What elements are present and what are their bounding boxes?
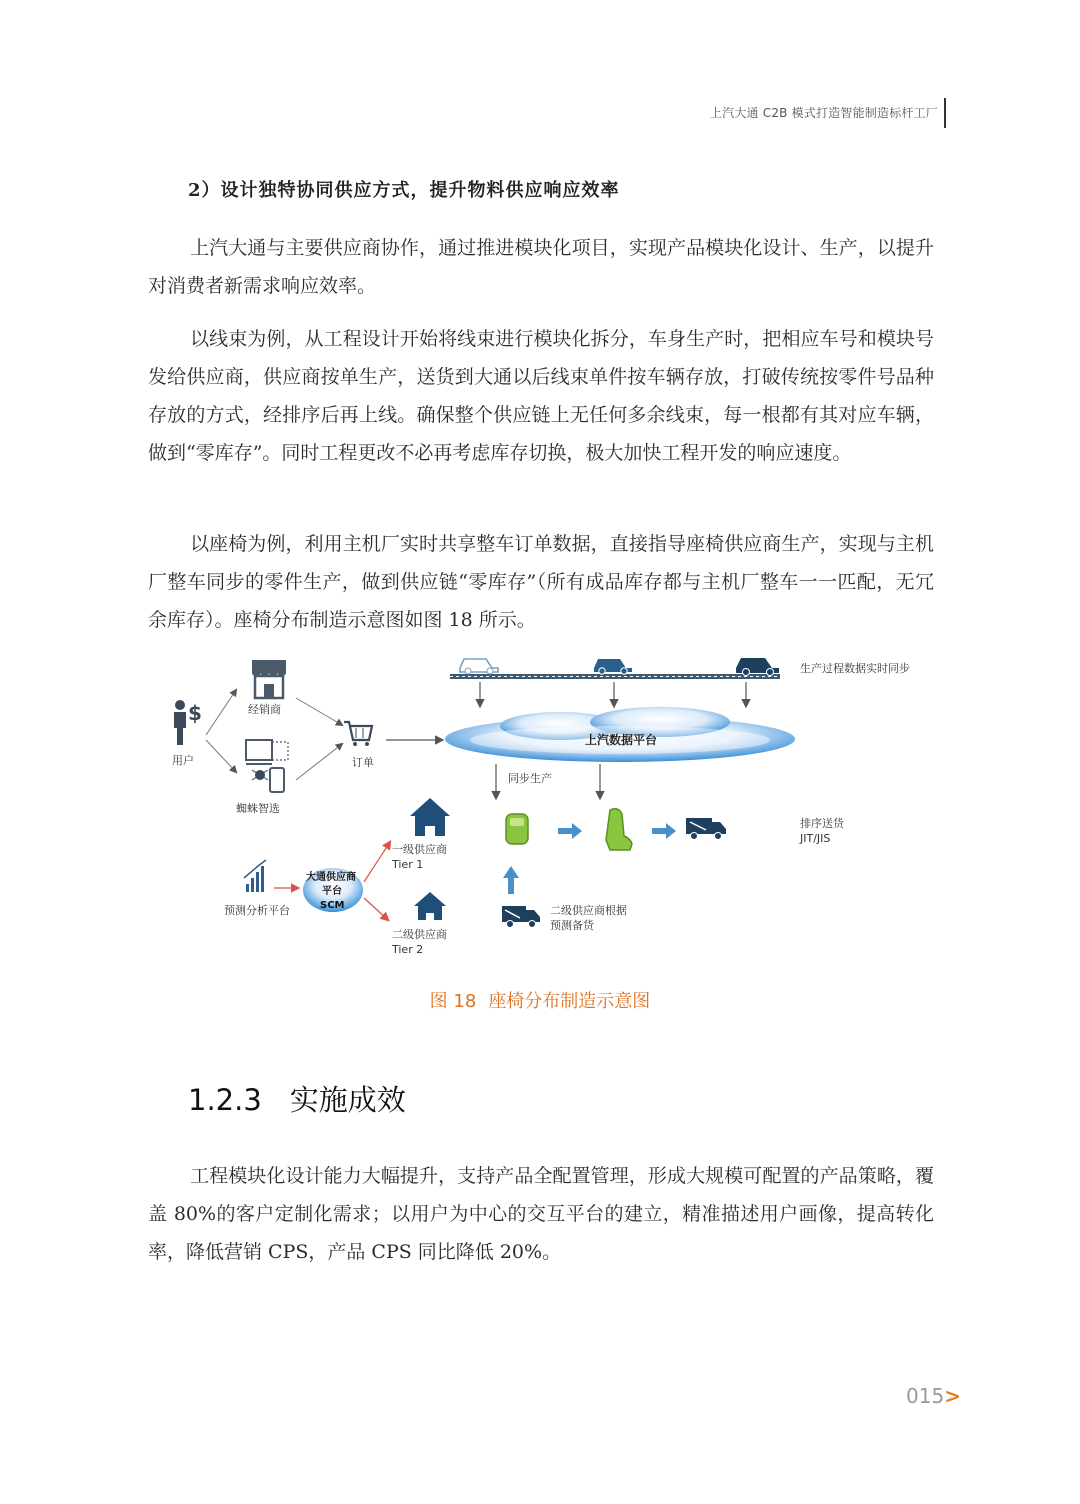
paragraph-1	[148, 229, 934, 305]
figure-caption	[0, 987, 1080, 1013]
paragraph-4-text: 工程模块化设计能力大幅提升，支持产品全配置管理，形成大规模可配置的产品策略，覆盖 80%的客户定制化需求；以用户为中心的交互平台的建立，精准描述用户画像，提高转化率，降低营销 CPS，产品 CPS 同比降低 20%。	[148, 1165, 934, 1263]
user-label: 用户	[172, 754, 194, 767]
section-title-text: 实施成效	[289, 1083, 406, 1117]
order-label: 订单	[352, 756, 374, 769]
paragraph-2-text: 以线束为例，从工程设计开始将线束进行模块化拆分，车身生产时，把相应车号和模块号发给供应商，供应商按单生产，送货到大通以后线束单件按车辆存放，打破传统按零件号品种存放的方式，经排序后再上线。确保整个供应链上无任何多余线束，每一根都有其对应车辆，做到“零库存”。同时工程更改不必再考虑库存切换，极大加快工程开发的响应速度。	[148, 328, 934, 464]
data-platform-label: 上汽数据平台	[585, 733, 658, 747]
devices-icon	[246, 740, 288, 792]
header-divider	[944, 98, 946, 128]
seat-manufacturing-diagram	[160, 640, 930, 970]
supply-truck-icon	[502, 906, 540, 928]
tier2-cn-label: 二级供应商	[392, 928, 447, 941]
flow-arrow-icon	[558, 823, 582, 839]
user-icon	[174, 700, 202, 745]
tier2-house-icon	[414, 892, 446, 920]
paragraph-3-text: 以座椅为例，利用主机厂实时共享整车订单数据，直接指导座椅供应商生产，实现与主机厂整车同步的零件生产，做到供应链“零库存”（所有成品库存都与主机厂整车一一匹配，无冗余库存）。座椅分布制造示意图如图 18 所示。	[148, 533, 934, 631]
car-half-icon	[594, 659, 632, 674]
sync-note-label: 生产过程数据实时同步	[800, 662, 910, 675]
page-number	[906, 1384, 961, 1408]
subheading: 2）设计独特协同供应方式，提升物料供应响应效率	[188, 180, 620, 201]
paragraph-4	[148, 1157, 934, 1271]
up-arrow-icon	[503, 866, 519, 894]
tier1-house-icon	[410, 798, 450, 836]
seat-cushion-icon	[506, 814, 528, 844]
scm-label-2: 平台	[322, 886, 342, 897]
spider-label: 蜘蛛智选	[236, 802, 280, 815]
caption-text: 座椅分布制造示意图	[488, 991, 651, 1012]
page-arrow-icon: >	[944, 1384, 961, 1408]
paragraph-1-text: 上汽大通与主要供应商协作，通过推进模块化项目，实现产品模块化设计、生产，以提升对消费者新需求响应效率。	[148, 237, 934, 297]
page-number-text: 015	[906, 1384, 945, 1408]
paragraph-2	[148, 320, 934, 472]
paragraph-3	[148, 525, 934, 639]
tier2-note-line2: 预测备货	[550, 919, 594, 932]
header-title: 上汽大通 C2B 模式打造智能制造标杆工厂	[709, 106, 938, 120]
seat-icon	[606, 809, 632, 850]
sync-production-label: 同步生产	[508, 772, 552, 785]
dealer-label: 经销商	[248, 703, 281, 716]
tier2-note-line1: 二级供应商根据	[550, 904, 627, 917]
forecast-label: 预测分析平台	[224, 904, 290, 917]
svg-text:$: $	[188, 701, 202, 725]
production-line	[450, 674, 780, 679]
scm-label-3: SCM	[320, 900, 345, 911]
section-number: 1.2.3	[188, 1083, 262, 1117]
tier2-en-label: Tier 2	[392, 943, 424, 956]
tier1-cn-label: 一级供应商	[392, 843, 447, 856]
car-outline-icon	[460, 659, 498, 674]
store-icon	[252, 660, 286, 698]
car-full-icon	[736, 658, 779, 676]
tier1-en-label: Tier 1	[392, 858, 424, 871]
bar-chart-icon	[244, 860, 266, 892]
caption-number: 图 18	[429, 991, 477, 1012]
jit-label: 排序送货	[800, 817, 844, 830]
flow-arrow-icon-2	[652, 823, 676, 839]
scm-label-1: 大通供应商	[306, 872, 356, 883]
shopping-cart-icon	[344, 722, 372, 746]
delivery-truck-icon	[686, 818, 726, 840]
section-heading	[188, 1078, 406, 1119]
jit-jis-label: JIT/JIS	[800, 832, 831, 845]
